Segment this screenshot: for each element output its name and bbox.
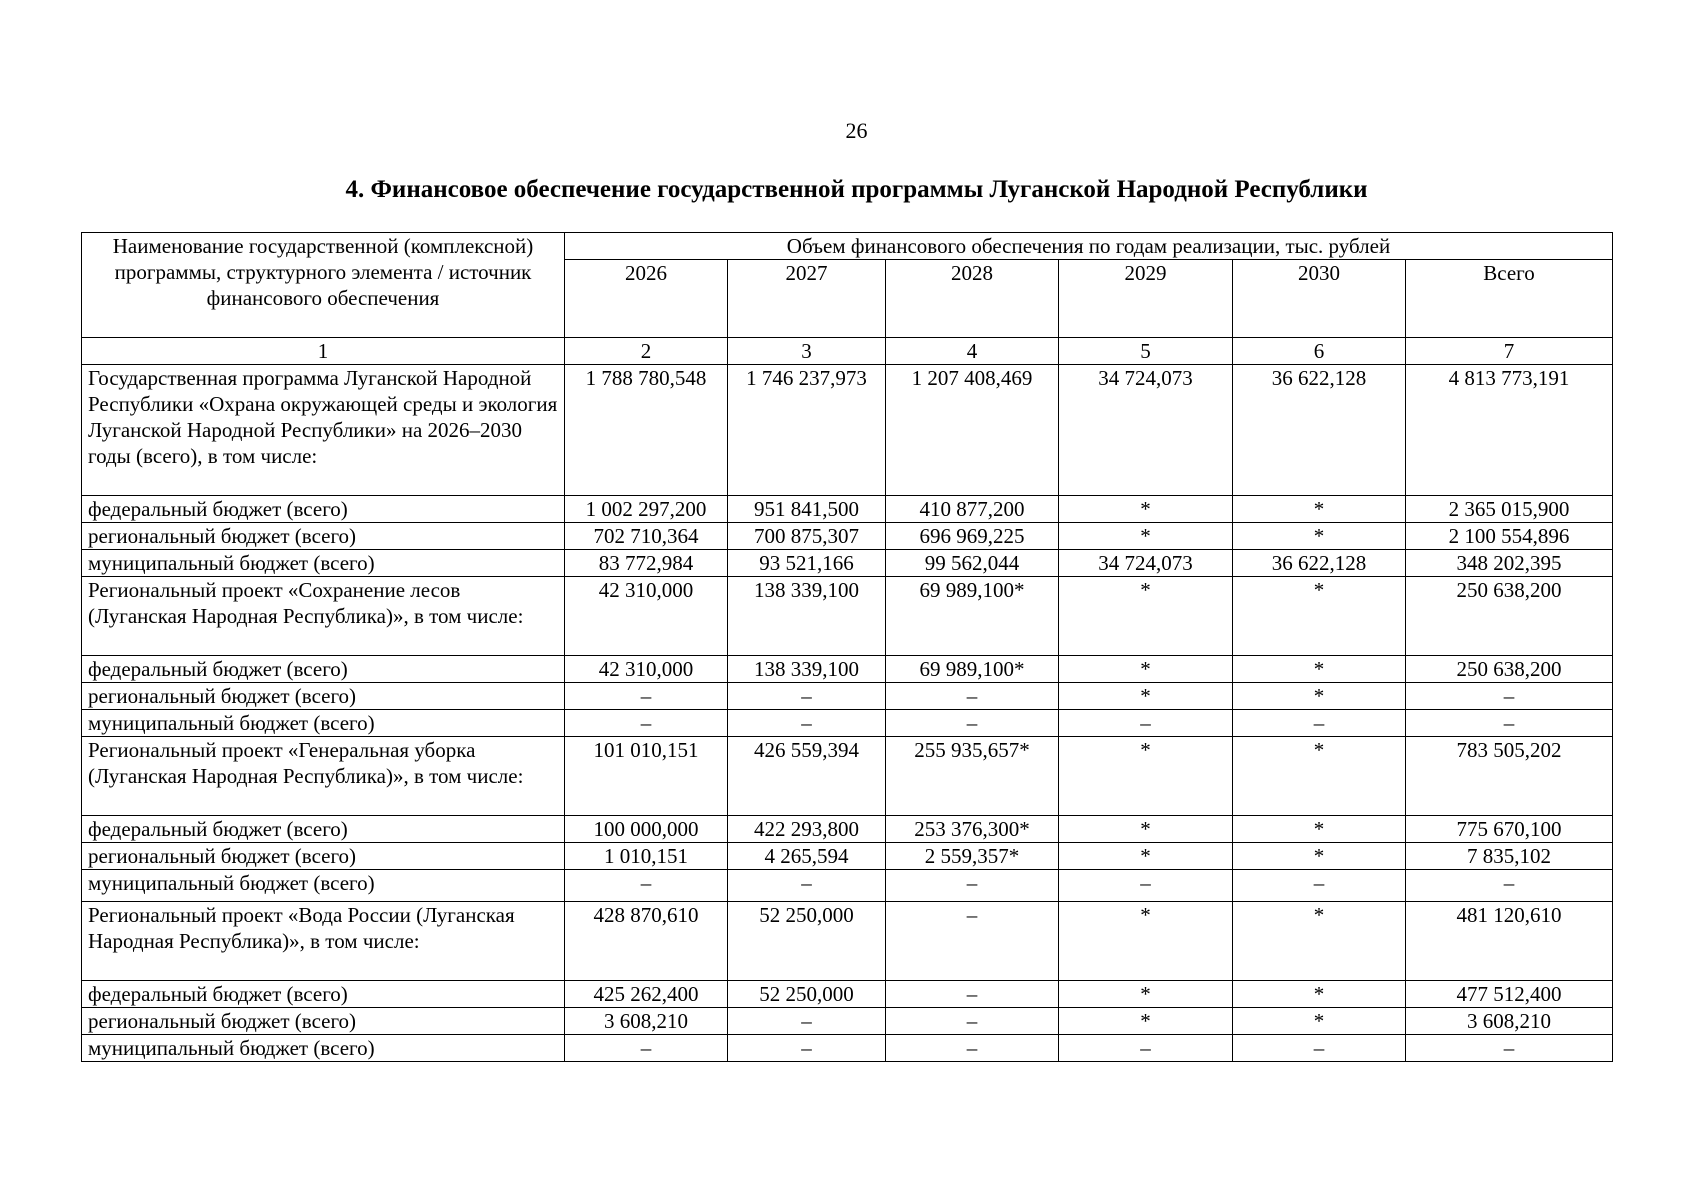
cell-value: * bbox=[1059, 523, 1233, 550]
year-header: 2030 bbox=[1233, 260, 1406, 338]
table-row bbox=[82, 577, 1613, 656]
cell-value: * bbox=[1233, 577, 1406, 656]
cell-value: – bbox=[1059, 710, 1233, 737]
cell-value: – bbox=[1233, 710, 1406, 737]
table-row bbox=[82, 550, 1613, 577]
cell-total: 2 100 554,896 bbox=[1406, 523, 1613, 550]
cell-value: 93 521,166 bbox=[728, 550, 886, 577]
cell-value: 34 724,073 bbox=[1059, 550, 1233, 577]
cell-value: – bbox=[565, 870, 728, 902]
cell-total: 348 202,395 bbox=[1406, 550, 1613, 577]
table-row bbox=[82, 981, 1613, 1008]
cell-value: – bbox=[565, 1035, 728, 1062]
cell-value: – bbox=[1233, 870, 1406, 902]
cell-value: 42 310,000 bbox=[565, 656, 728, 683]
column-number: 3 bbox=[728, 338, 886, 365]
cell-value: – bbox=[565, 683, 728, 710]
row-name: Государственная программа Луганской Народной Республики «Охрана окружающей среды и экология Луганской Народной Республики» на 2026–2030 годы (всего), в том числе: bbox=[82, 365, 565, 496]
row-name: федеральный бюджет (всего) bbox=[82, 496, 565, 523]
total-header: Всего bbox=[1406, 260, 1613, 338]
cell-value: 52 250,000 bbox=[728, 902, 886, 981]
cell-total: 477 512,400 bbox=[1406, 981, 1613, 1008]
cell-value: 4 265,594 bbox=[728, 843, 886, 870]
table-row bbox=[82, 683, 1613, 710]
cell-value: * bbox=[1233, 496, 1406, 523]
table-row bbox=[82, 523, 1613, 550]
cell-total: 481 120,610 bbox=[1406, 902, 1613, 981]
financing-table bbox=[81, 232, 1613, 1062]
table-row bbox=[82, 710, 1613, 737]
cell-value: – bbox=[886, 683, 1059, 710]
cell-value: 138 339,100 bbox=[728, 577, 886, 656]
row-name: региональный бюджет (всего) bbox=[82, 523, 565, 550]
cell-value: 422 293,800 bbox=[728, 816, 886, 843]
cell-value: – bbox=[728, 1035, 886, 1062]
table-row bbox=[82, 843, 1613, 870]
cell-value: 34 724,073 bbox=[1059, 365, 1233, 496]
cell-value: 36 622,128 bbox=[1233, 365, 1406, 496]
row-name: Региональный проект «Вода России (Луганская Народная Республика)», в том числе: bbox=[82, 902, 565, 981]
row-name: Региональный проект «Генеральная уборка (Луганская Народная Республика)», в том числе: bbox=[82, 737, 565, 816]
row-name: муниципальный бюджет (всего) bbox=[82, 550, 565, 577]
cell-value: 36 622,128 bbox=[1233, 550, 1406, 577]
cell-value: * bbox=[1233, 523, 1406, 550]
column-number: 4 bbox=[886, 338, 1059, 365]
row-name: муниципальный бюджет (всего) bbox=[82, 710, 565, 737]
table-row bbox=[82, 656, 1613, 683]
row-name: федеральный бюджет (всего) bbox=[82, 981, 565, 1008]
cell-value: * bbox=[1059, 577, 1233, 656]
table-row bbox=[82, 1008, 1613, 1035]
cell-value: 255 935,657* bbox=[886, 737, 1059, 816]
cell-total: 250 638,200 bbox=[1406, 577, 1613, 656]
cell-value: 52 250,000 bbox=[728, 981, 886, 1008]
cell-total: – bbox=[1406, 870, 1613, 902]
cell-total: 2 365 015,900 bbox=[1406, 496, 1613, 523]
table-row bbox=[82, 737, 1613, 816]
cell-value: * bbox=[1059, 981, 1233, 1008]
name-column-header: Наименование государственной (комплексной) программы, структурного элемента / источник финансового обеспечения bbox=[82, 233, 565, 338]
cell-value: – bbox=[728, 1008, 886, 1035]
cell-value: 99 562,044 bbox=[886, 550, 1059, 577]
cell-total: – bbox=[1406, 683, 1613, 710]
cell-total: – bbox=[1406, 710, 1613, 737]
cell-value: 1 010,151 bbox=[565, 843, 728, 870]
year-header: 2027 bbox=[728, 260, 886, 338]
row-name: региональный бюджет (всего) bbox=[82, 683, 565, 710]
year-header: 2028 bbox=[886, 260, 1059, 338]
column-number: 7 bbox=[1406, 338, 1613, 365]
cell-value: * bbox=[1059, 1008, 1233, 1035]
page-number: 26 bbox=[845, 118, 868, 143]
cell-total: – bbox=[1406, 1035, 1613, 1062]
cell-total: 783 505,202 bbox=[1406, 737, 1613, 816]
cell-value: 69 989,100* bbox=[886, 577, 1059, 656]
cell-value: – bbox=[1233, 1035, 1406, 1062]
cell-value: * bbox=[1233, 902, 1406, 981]
cell-value: – bbox=[1059, 1035, 1233, 1062]
cell-value: * bbox=[1059, 683, 1233, 710]
cell-value: * bbox=[1233, 816, 1406, 843]
cell-value: * bbox=[1233, 737, 1406, 816]
table-row bbox=[82, 496, 1613, 523]
cell-value: * bbox=[1059, 496, 1233, 523]
cell-total: 775 670,100 bbox=[1406, 816, 1613, 843]
row-name: муниципальный бюджет (всего) bbox=[82, 1035, 565, 1062]
table-row bbox=[82, 870, 1613, 902]
cell-value: * bbox=[1233, 656, 1406, 683]
cell-value: 700 875,307 bbox=[728, 523, 886, 550]
cell-value: * bbox=[1059, 902, 1233, 981]
cell-value: 83 772,984 bbox=[565, 550, 728, 577]
cell-value: 1 207 408,469 bbox=[886, 365, 1059, 496]
cell-total: 7 835,102 bbox=[1406, 843, 1613, 870]
row-name: Региональный проект «Сохранение лесов (Луганская Народная Республика)», в том числе: bbox=[82, 577, 565, 656]
table-row bbox=[82, 902, 1613, 981]
cell-value: 696 969,225 bbox=[886, 523, 1059, 550]
cell-value: – bbox=[886, 981, 1059, 1008]
cell-value: 42 310,000 bbox=[565, 577, 728, 656]
cell-total: 3 608,210 bbox=[1406, 1008, 1613, 1035]
cell-value: * bbox=[1233, 1008, 1406, 1035]
table-body bbox=[82, 233, 1613, 1062]
table-row bbox=[82, 365, 1613, 496]
row-name: региональный бюджет (всего) bbox=[82, 1008, 565, 1035]
cell-value: – bbox=[728, 683, 886, 710]
row-name: федеральный бюджет (всего) bbox=[82, 656, 565, 683]
cell-value: – bbox=[886, 870, 1059, 902]
cell-value: * bbox=[1233, 843, 1406, 870]
table-row bbox=[82, 1035, 1613, 1062]
cell-value: – bbox=[886, 710, 1059, 737]
cell-value: 69 989,100* bbox=[886, 656, 1059, 683]
column-number: 1 bbox=[82, 338, 565, 365]
column-number: 5 bbox=[1059, 338, 1233, 365]
cell-value: 253 376,300* bbox=[886, 816, 1059, 843]
year-header: 2026 bbox=[565, 260, 728, 338]
cell-value: 1 788 780,548 bbox=[565, 365, 728, 496]
cell-value: 138 339,100 bbox=[728, 656, 886, 683]
cell-total: 4 813 773,191 bbox=[1406, 365, 1613, 496]
row-name: муниципальный бюджет (всего) bbox=[82, 870, 565, 902]
cell-total: 250 638,200 bbox=[1406, 656, 1613, 683]
table-row bbox=[82, 816, 1613, 843]
cell-value: 425 262,400 bbox=[565, 981, 728, 1008]
cell-value: – bbox=[1059, 870, 1233, 902]
cell-value: * bbox=[1059, 816, 1233, 843]
cell-value: – bbox=[886, 1008, 1059, 1035]
document-title: 4. Финансовое обеспечение государственной программы Луганской Народной Республики bbox=[345, 176, 1368, 203]
cell-value: 1 746 237,973 bbox=[728, 365, 886, 496]
cell-value: 428 870,610 bbox=[565, 902, 728, 981]
row-name: федеральный бюджет (всего) bbox=[82, 816, 565, 843]
header-row-volume bbox=[82, 233, 1613, 260]
cell-value: – bbox=[886, 902, 1059, 981]
column-number: 2 bbox=[565, 338, 728, 365]
column-number-row bbox=[82, 338, 1613, 365]
cell-value: – bbox=[886, 1035, 1059, 1062]
column-number: 6 bbox=[1233, 338, 1406, 365]
cell-value: 1 002 297,200 bbox=[565, 496, 728, 523]
cell-value: 3 608,210 bbox=[565, 1008, 728, 1035]
cell-value: 702 710,364 bbox=[565, 523, 728, 550]
cell-value: 410 877,200 bbox=[886, 496, 1059, 523]
row-name: региональный бюджет (всего) bbox=[82, 843, 565, 870]
cell-value: * bbox=[1059, 843, 1233, 870]
volume-header: Объем финансового обеспечения по годам реализации, тыс. рублей bbox=[565, 233, 1613, 260]
year-header: 2029 bbox=[1059, 260, 1233, 338]
cell-value: 2 559,357* bbox=[886, 843, 1059, 870]
cell-value: 100 000,000 bbox=[565, 816, 728, 843]
cell-value: 101 010,151 bbox=[565, 737, 728, 816]
cell-value: 951 841,500 bbox=[728, 496, 886, 523]
cell-value: – bbox=[728, 870, 886, 902]
cell-value: * bbox=[1233, 683, 1406, 710]
cell-value: * bbox=[1233, 981, 1406, 1008]
cell-value: – bbox=[565, 710, 728, 737]
cell-value: – bbox=[728, 710, 886, 737]
cell-value: * bbox=[1059, 656, 1233, 683]
cell-value: 426 559,394 bbox=[728, 737, 886, 816]
cell-value: * bbox=[1059, 737, 1233, 816]
